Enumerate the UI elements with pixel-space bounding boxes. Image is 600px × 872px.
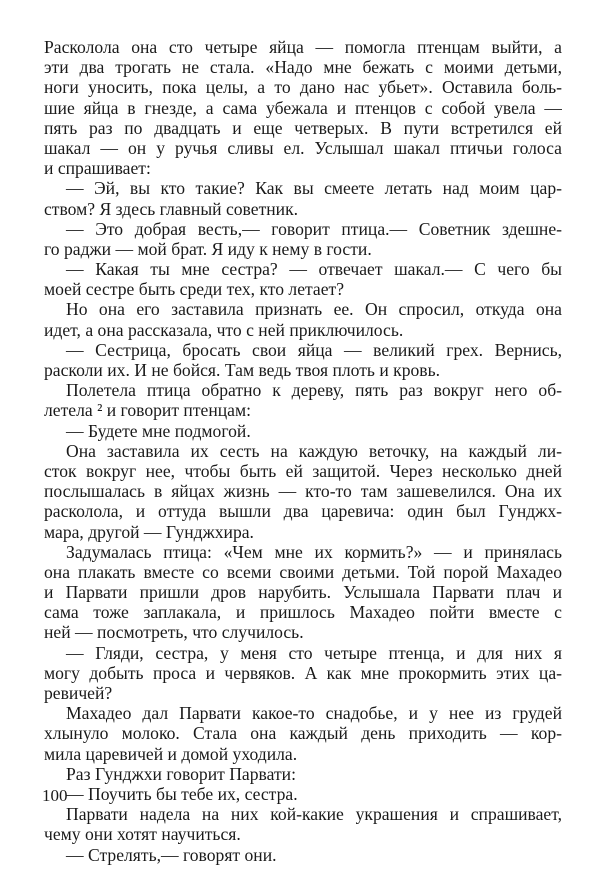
text-line: чему они хотят научиться. xyxy=(44,824,241,845)
text-line: ней — посмотреть, что случилось. xyxy=(44,622,304,643)
text-line: расколола, и оттуда вышли два царевича: один был Гунджх- xyxy=(44,501,562,522)
text-line: — Это добрая весть,— говорит птица.— Советник здешне- xyxy=(66,218,562,239)
text-line: — Гляди, сестра, у меня сто четыре птенца, и для них я xyxy=(66,642,562,663)
text-line: Полетела птица обратно к дереву, пять раз вокруг него об- xyxy=(66,380,562,401)
text-line: Махадео дал Парвати какое-то снадобье, и у нее из грудей xyxy=(66,703,562,724)
text-line: эти два трогать не стала. «Надо мне бежать с моими детьми, xyxy=(44,57,562,78)
text-line: — Сестрица, бросать свои яйца — великий грех. Вернись, xyxy=(66,339,562,360)
text-line: ноги уносить, пока целы, а то дано нас убьет». Оставила боль- xyxy=(44,77,562,98)
page-number: 100 xyxy=(42,786,68,805)
text-line: Задумалась птица: «Чем мне их кормить?» — и принялась xyxy=(66,541,562,562)
text-line: шакал — он у ручья сливы ел. Услышал шакал птичьи голоса xyxy=(44,137,562,158)
text-line: и спрашивает: xyxy=(44,158,151,179)
text-line: Раз Гунджхи говорит Парвати: xyxy=(66,763,296,784)
text-line: ством? Я здесь главный советник. xyxy=(44,198,299,219)
text-line: моей сестре быть среди тех, кто летает? xyxy=(44,279,345,300)
text-line: — Стрелять,— говорят они. xyxy=(66,844,277,865)
text-line: мара, другой — Гунджхира. xyxy=(44,521,254,542)
text-line: идет, а она рассказала, что с ней приключилось. xyxy=(44,319,404,340)
text-line: хлынуло молоко. Стала она каждый день приходить — кор- xyxy=(44,723,562,744)
text-line: го раджи — мой брат. Я иду к нему в гости. xyxy=(44,238,372,259)
text-line: послышалась в яйцах жизнь — кто-то там зашевелился. Она их xyxy=(44,481,562,502)
text-line: Парвати надела на них кой-какие украшения и спрашивает, xyxy=(66,804,562,825)
text-line: Она заставила их сесть на каждую веточку, на каждый ли- xyxy=(66,440,562,461)
text-line: и Парвати пришли дров нарубить. Услышала Парвати плач и xyxy=(44,582,562,603)
text-line: шие яйца в гнезде, а сама убежала и птенцов с собой увела — xyxy=(44,97,562,118)
text-line: — Эй, вы кто такие? Как вы смеете летать над моим цар- xyxy=(66,178,562,199)
text-line: летела ² и говорит птенцам: xyxy=(44,400,251,421)
text-line: — Какая ты мне сестра? — отвечает шакал.— С чего бы xyxy=(66,259,562,280)
text-line: расколи их. И не бойся. Там ведь твоя плоть и кровь. xyxy=(44,360,441,380)
text-line: — Поучить бы тебе их, сестра. xyxy=(66,783,298,804)
text-line: Но она его заставила признать ее. Он спросил, откуда она xyxy=(66,299,562,320)
text-line: — Будете мне подмогой. xyxy=(66,420,251,441)
text-line: Расколола она сто четыре яйца — помогла птенцам выйти, а xyxy=(44,37,562,57)
text-line: ревичей? xyxy=(44,683,113,703)
text-line: пять раз по двадцать и еще четверых. В пути встретился ей xyxy=(44,117,562,138)
body-text xyxy=(44,37,562,865)
text-line: могу добыть проса и червяков. А как мне прокормить этих ца- xyxy=(44,662,562,683)
text-line: мила царевичей и домой уходила. xyxy=(44,743,298,764)
text-line: она плакать вместе со всеми своими детьми. Той порой Махадео xyxy=(44,561,562,582)
text-line: сама тоже заплакала, и пришлось Махадео пойти вместе с xyxy=(44,602,562,623)
text-line: сток вокруг нее, чтобы быть ей защитой. Через несколько дней xyxy=(44,460,562,481)
